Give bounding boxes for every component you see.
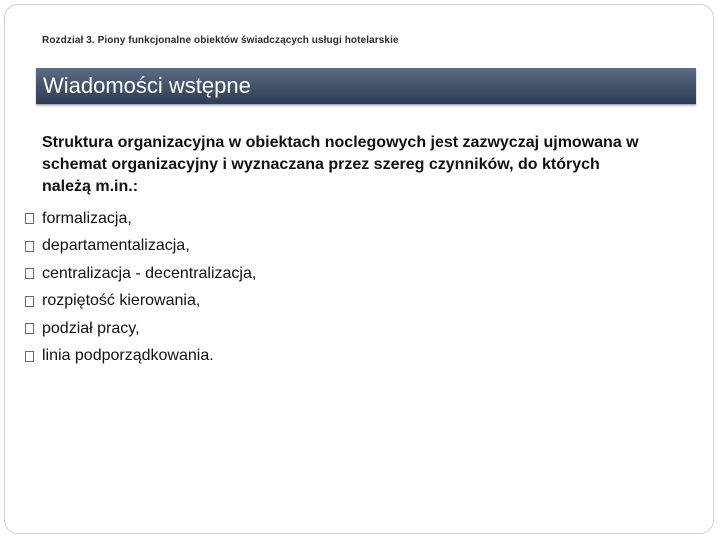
intro-paragraph: Struktura organizacyjna w obiektach noclegowych jest zazwyczaj ujmowana w schemat organizacyjny i wyznaczana przez szereg czynników, do których należą m.in.: [42,134,639,195]
checkbox-square-icon [25,351,34,362]
list-item-label: formalizacja, [42,209,132,227]
list-item [25,315,256,343]
checkbox-square-icon [25,268,34,279]
list-item-label: podział pracy, [42,319,140,337]
checkbox-square-icon [25,213,34,224]
checkbox-square-icon [25,241,34,252]
chapter-caption: Rozdział 3. Piony funkcjonalne obiektów świadczących usługi hotelarskie [42,35,399,46]
list-item-label: centralizacja - decentralizacja, [42,264,257,282]
slide-title: Wiadomości wstępne [43,73,251,98]
checkbox-square-icon [25,323,34,334]
list-item-label: linia podporządkowania. [42,347,214,365]
list-item [25,343,256,371]
list-item-label: departamentalizacja, [42,237,190,255]
checkbox-square-icon [25,296,34,307]
slide-frame [4,4,714,534]
list-item [25,260,256,288]
title-bar [36,68,696,105]
list-item [25,233,256,261]
bullet-list [25,205,256,370]
list-item-label: rozpiętość kierowania, [42,292,201,310]
list-item [25,288,256,316]
list-item [25,205,256,233]
